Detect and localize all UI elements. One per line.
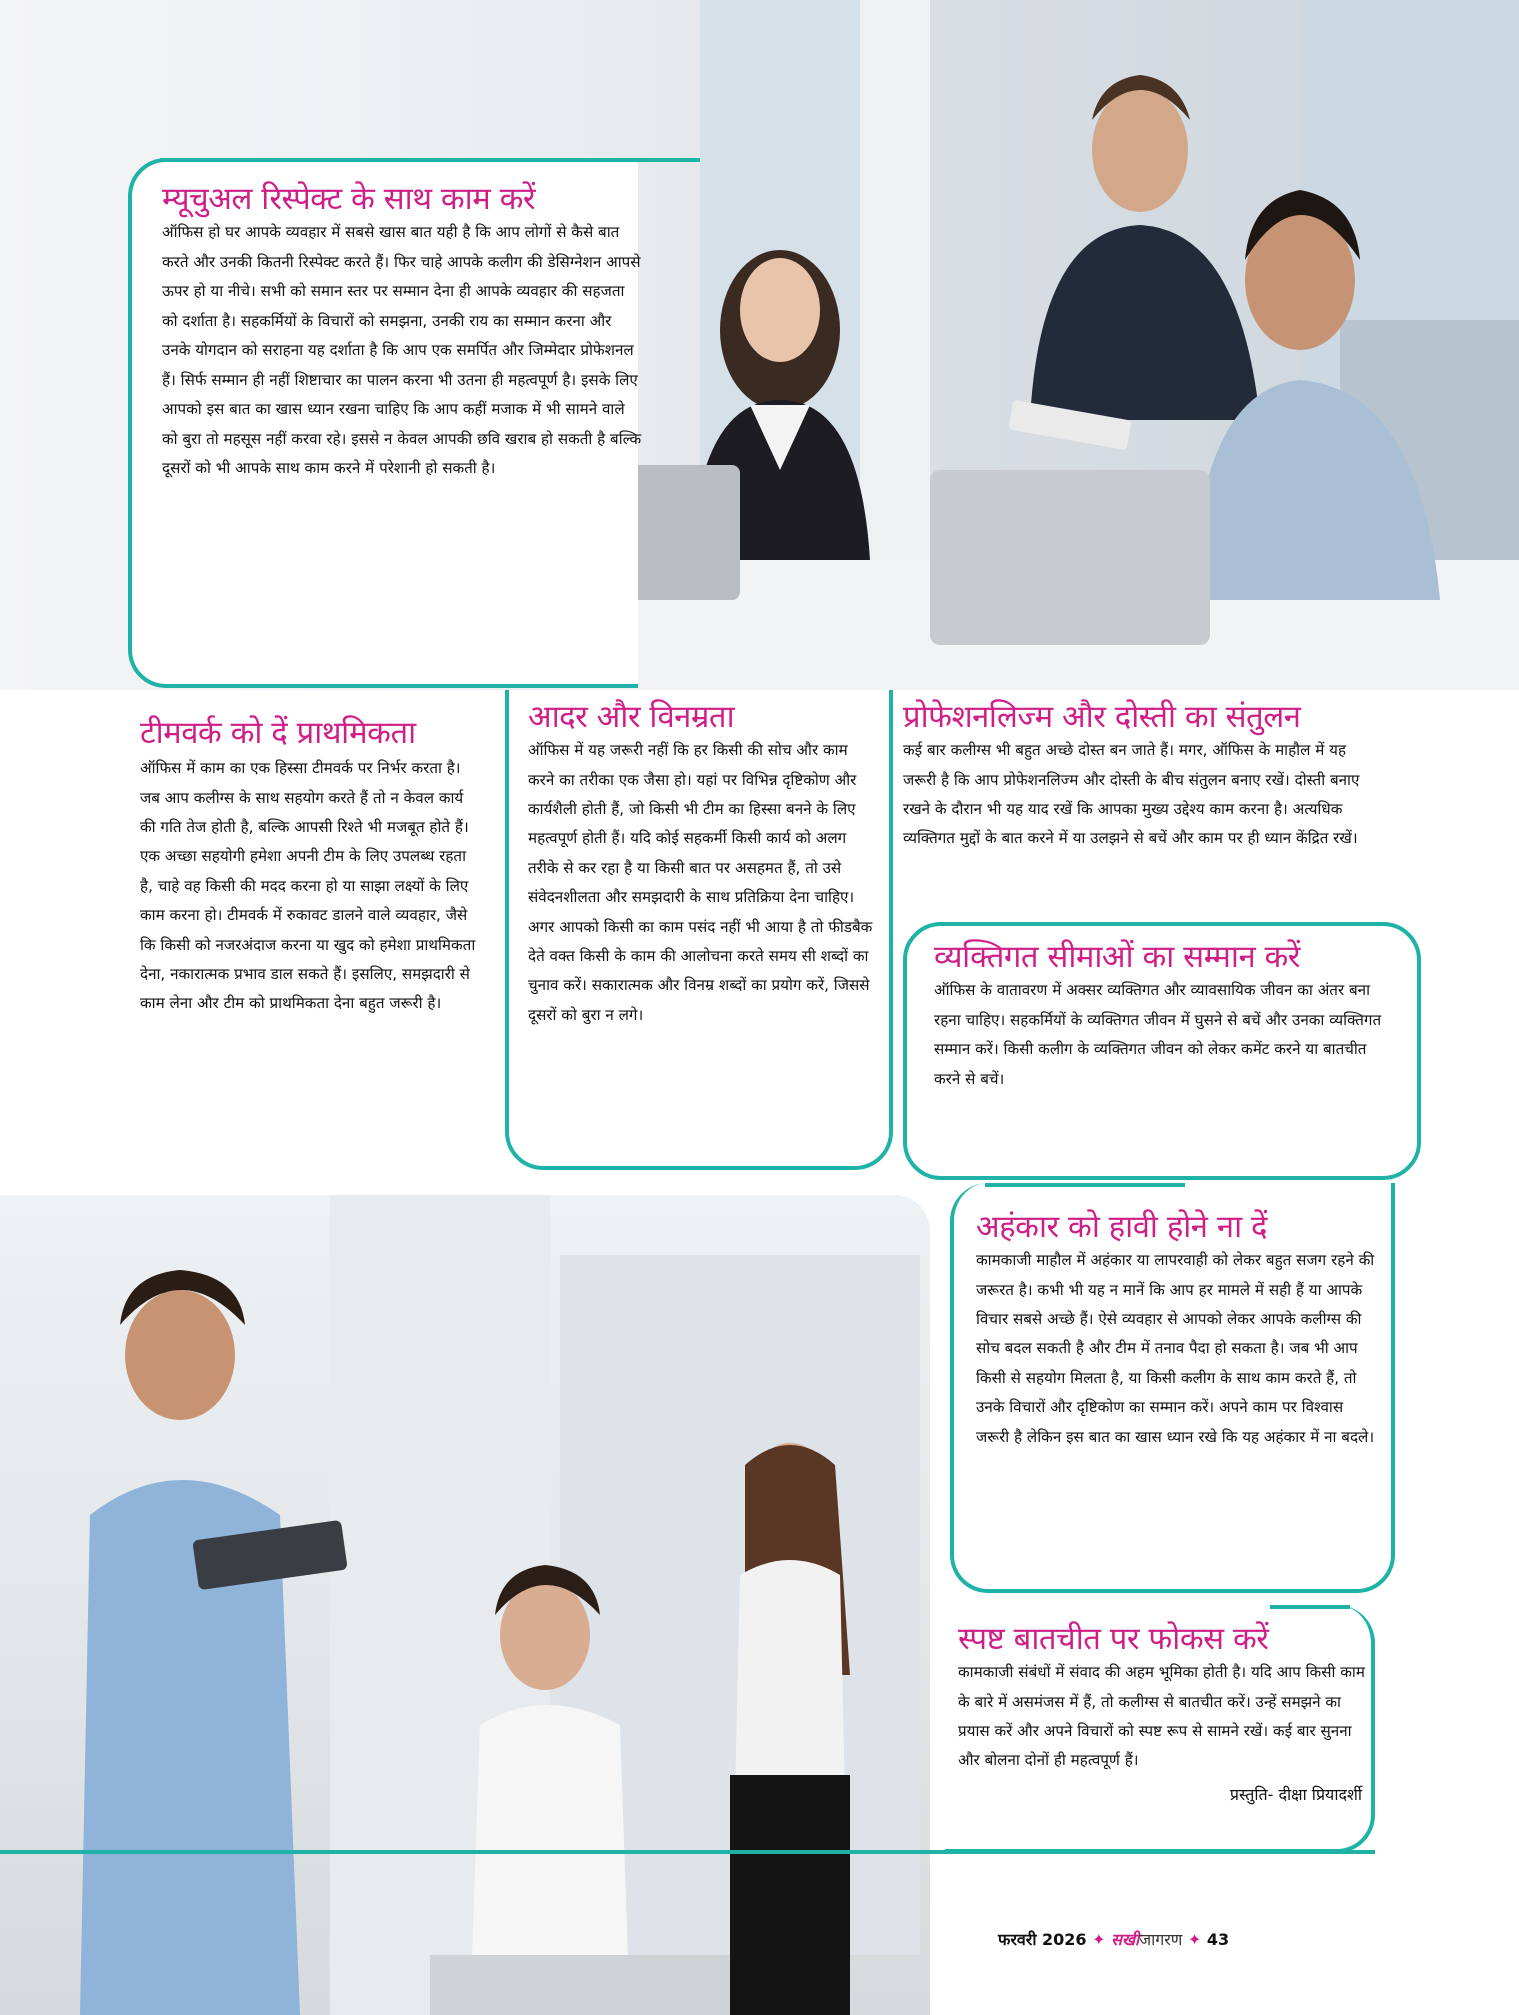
colleagues-discussion-photo — [0, 1195, 930, 2015]
page-footer — [998, 1928, 1229, 1950]
communication-top-line — [1270, 1605, 1350, 1609]
boundaries-heading: व्यक्तिगत सीमाओं का सम्मान करें — [934, 939, 1300, 975]
balance-body: कई बार कलीग्स भी बहुत अच्छे दोस्त बन जाते हैं। मगर, ऑफिस के माहौल में यह जरूरी है कि आप प्रोफेशनलिज्म और दोस्ती के बीच संतुलन बनाए रखें। दोस्ती बनाए रखने के दौरान भी यह याद रखें कि आपका मुख्य उद्देश्य काम करना है। अत्यधिक व्यक्तिगत मुद्दों के बात करने में या उलझने से बचें और काम पर ही ध्यान केंद्रित रखें। — [903, 741, 1360, 848]
bottom-rule — [0, 1850, 1375, 1854]
respect-top-line — [160, 158, 700, 162]
ego-top-line — [985, 1183, 1185, 1187]
communication-section — [958, 1622, 1368, 1809]
humility-heading: आदर और विनम्रता — [528, 699, 735, 735]
respect-body: ऑफिस हो घर आपके व्यवहार में सबसे खास बात यही है कि आप लोगों से कैसे बात करते और उनकी कितनी रिस्पेक्ट करते हैं। फिर चाहे आपके कलीग की डेसिग्नेशन आपसे ऊपर हो या नीचे। सभी को समान स्तर पर सम्मान देना ही आपके व्यवहार की सहजता को दर्शाता है। सहकर्मियों के विचारों को समझना, उनकी राय का सम्मान करना और उनके योगदान को सराहना यह दर्शाता है कि आप एक समर्पित और जिम्मेदार प्रोफेशनल हैं। सिर्फ सम्मान ही नहीं शिष्टाचार का पालन करना भी उतना ही महत्वपूर्ण है। इसके लिए आपको इस बात का खास ध्यान रखना चाहिए कि आप कहीं मजाक में भी सामने वाले को बुरा तो महसूस नहीं करवा रहे। इससे न केवल आपकी छवि खराब हो सकती है बल्कि दूसरों को भी आपके साथ काम करने में परेशानी हो सकती है। — [162, 223, 642, 478]
humility-section — [528, 700, 878, 1030]
teamwork-heading: टीमवर्क को दें प्राथमिकता — [140, 715, 416, 751]
balance-section — [903, 700, 1373, 854]
teamwork-body: ऑफिस में काम का एक हिस्सा टीमवर्क पर निर्भर करता है। जब आप कलीग्स के साथ सहयोग करते हैं तो न केवल कार्य की गति तेज होती है, बल्कि आपसी रिश्ते भी मजबूत होते हैं। एक अच्छा सहयोगी हमेशा अपनी टीम के लिए उपलब्ध रहता है, चाहे वह किसी की मदद करना हो या साझा लक्ष्यों के लिए काम करना हो। टीमवर्क में रुकावट डालने वाले व्यवहार, जैसे कि किसी को नजरअंदाज करना या खुद को हमेशा प्राथमिकता देना, नकारात्मक प्रभाव डाल सकते हैं। इसलिए, समझदारी से काम लेना और टीम को प्राथमिकता देना बहुत जरूरी है। — [140, 759, 476, 1013]
humility-body: ऑफिस में यह जरूरी नहीं कि हर किसी की सोच और काम करने का तरीका एक जैसा हो। यहां पर विभिन्न दृष्टिकोण और कार्यशैली होती हैं, जो किसी भी टीम का हिस्सा बनने के लिए महत्वपूर्ण होती हैं। यदि कोई सहकर्मी किसी कार्य को अलग तरीके से कर रहा है या किसी बात पर असहमत हैं, तो उसे संवेदनशीलता और समझदारी के साथ प्रतिक्रिया देना चाहिए। अगर आपको किसी का काम पसंद नहीं भी आया है तो फीडबैक देते वक्त किसी के काम की आलोचना करते समय सी शब्दों का चुनाव करें। सकारात्मक और विनम्र शब्दों का प्रयोग करें, जिससे दूसरों को बुरा न लगे। — [528, 741, 873, 1024]
respect-section — [162, 182, 642, 484]
ego-body: कामकाजी माहौल में अहंकार या लापरवाही को लेकर बहुत सजग रहने की जरूरत है। कभी भी यह न मानें कि आप हर मामले में सही हैं या आपके विचार सबसे अच्छे हैं। ऐसे व्यवहार से आपको लेकर आपके कलीग्स की सोच बदल सकती है और टीम में तनाव पैदा हो सकता है। जब भी आप किसी से सहयोग मिलता है, या किसी कलीग के साथ काम करते हैं, तो उनके विचारों और दृष्टिकोण का सम्मान करें। अपने काम पर विश्वास जरूरी है लेकिन इस बात का खास ध्यान रखे कि यह अहंकार में ना बदले। — [976, 1251, 1375, 1446]
communication-heading: स्पष्ट बातचीत पर फोकस करें — [958, 1621, 1269, 1657]
footer-magazine-prefix: सखी — [1111, 1930, 1140, 1949]
ego-section — [976, 1210, 1381, 1452]
boundaries-section — [934, 940, 1394, 1094]
communication-body: कामकाजी संबंधों में संवाद की अहम भूमिका होती है। यदि आप किसी काम के बारे में असमंजस में हैं, तो कलीग्स से बातचीत करें। उन्हें समझने का प्रयास करें और अपने विचारों को स्पष्ट रूप से सामने रखें। कई बार सुनना और बोलना दोनों ही महत्वपूर्ण हैं। — [958, 1663, 1365, 1770]
credit-line: प्रस्तुति- दीक्षा प्रियादर्शी — [1229, 1784, 1362, 1804]
footer-month: फरवरी 2026 — [998, 1930, 1087, 1949]
page-number: 43 — [1206, 1930, 1230, 1949]
footer-star-icon: ✦ — [1092, 1930, 1106, 1949]
footer-star-icon-2: ✦ — [1187, 1930, 1202, 1949]
colleagues-discussion-illustration — [0, 1195, 930, 2015]
balance-heading: प्रोफेशनलिज्म और दोस्ती का संतुलन — [903, 699, 1301, 735]
ego-heading: अहंकार को हावी होने ना दें — [976, 1209, 1267, 1245]
respect-heading: म्यूचुअल रिस्पेक्ट के साथ काम करें — [162, 181, 536, 217]
footer-magazine-suffix: जागरण — [1139, 1930, 1183, 1949]
boundaries-body: ऑफिस के वातावरण में अक्सर व्यक्तिगत और व्यावसायिक जीवन का अंतर बना रहना चाहिए। सहकर्मियों के व्यक्तिगत जीवन में घुसने से बचें और उनका व्यक्तिगत सम्मान करें। किसी कलीग के व्यक्तिगत जीवन को लेकर कमेंट करने या बातचीत करने से बचें। — [934, 981, 1382, 1088]
teamwork-section — [140, 716, 480, 1019]
